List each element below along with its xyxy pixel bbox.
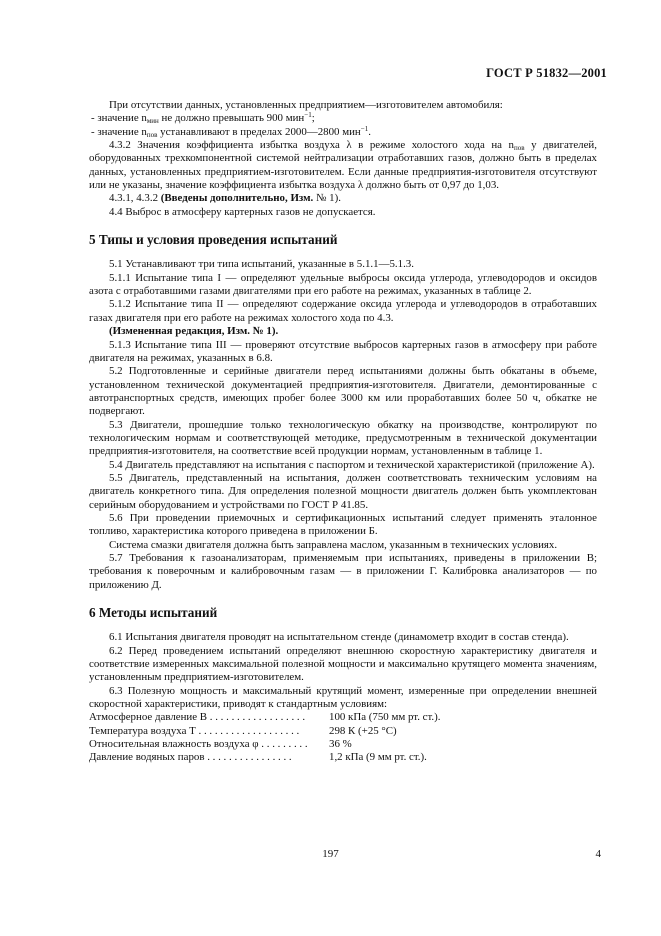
paragraph: 5.3 Двигатели, прошедшие только технологическую обкатку на производстве, контролируют по технологическим нормам и соответствующей методике, предусмотренным в технической документации предприятия-изготовителя, на соответствие всей продукции нормам, установленным в таблице 1. (89, 418, 597, 458)
paragraph: 5.1.2 Испытание типа II — определяют содержание оксида углерода и углеводородов в отработавших газах двигателя при его работе на режимах холостого хода по 4.3. (89, 298, 597, 324)
paragraph: 5.4 Двигатель представляют на испытания с паспортом и технической характеристикой (приложение А). (109, 458, 595, 471)
condition-label: Давление водяных паров . . . . . . . . . . . . . . . . (89, 751, 292, 764)
standard-conditions-list (89, 711, 597, 764)
paragraph: 5.6 При проведении приемочных и сертификационных испытаний следует применять эталонное топливо, характеристика которого приведена в приложении Б. (89, 511, 597, 538)
paragraph: 6.1 Испытания двигателя проводят на испытательном стенде (динамометр входит в состав стенда). (109, 631, 569, 644)
paragraph: 4.3.2 Значения коэффициента избытка воздуха λ в режиме холостого хода на $n_{пов}$ у двигателей, оборудованных трехкомпонентной системой нейтрализации отработавших газов, должно быть в пределах данных, установленных предприятием-изготовителем. Если данные предприятия-изготовителя отсутствуют или не указаны, значение коэффициента избытка воздуха λ должно быть от 0,97 до 1,03. (89, 139, 597, 192)
condition-label: Температура воздуха Т . . . . . . . . . . . . . . . . . . . (89, 724, 300, 737)
sheet-number: 4 (595, 848, 601, 860)
paragraph: 5.1 Устанавливают три типа испытаний, указанные в 5.1.1—5.1.3. (109, 258, 414, 271)
paragraph: При отсутствии данных, установленных предприятием—изготовителем автомобиля: (109, 99, 503, 111)
paragraph: 6.3 Полезную мощность и максимальный крутящий момент, измеренные при определении внешней скоростной характеристики, приводят к стандартным условиям: (89, 684, 597, 711)
section-5-heading: 5 Типы и условия проведения испытаний (89, 232, 338, 248)
condition-row (89, 725, 469, 738)
paragraph: 6.2 Перед проведением испытаний определяют внешнюю скоростную характеристику двигателя и соответствие измеренных максимальной полезной мощности и максимально крутящего момента значениям, установленным предприятием-изготовителем. (89, 644, 597, 684)
section-6-heading: 6 Методы испытаний (89, 605, 218, 621)
paragraph: 4.4 Выброс в атмосферу картерных газов не допускается. (109, 205, 376, 218)
condition-value: 36 % (329, 738, 352, 751)
paragraph: 5.1.1 Испытание типа I — определяют удельные выбросы оксида углерода, углеводородов и оксидов азота с отработавшими газами двигателями при его работе на режимах, указанных в таблице 2. (89, 271, 597, 298)
paragraph: Система смазки двигателя должна быть заправлена маслом, указанным в технических условиях. (109, 538, 558, 551)
paragraph: 5.5 Двигатель, представленный на испытания, должен соответствовать техническим условиям на двигатель конкретного типа. Для определения полезной мощности двигатель должен быть укомплектован серийным оборудованием и устройствами по ГОСТ Р 41.85. (89, 471, 597, 511)
condition-row (89, 711, 469, 724)
paragraph: 5.1.3 Испытание типа III — проверяют отсутствие выбросов картерных газов в атмосферу при работе двигателя на режимах, указанных в 6.8. (89, 338, 597, 364)
paragraph: 5.7 Требования к газоанализаторам, применяемым при испытаниях, приведены в приложении В; требования к поверочным и калибровочным газам — в приложении Г. Калибровка анализаторов — по приложению Д. (89, 552, 597, 591)
standard-code-header: ГОСТ Р 51832—2001 (486, 66, 607, 80)
condition-value: 298 К (+25 °С) (329, 724, 397, 737)
page-number: 197 (322, 848, 339, 860)
condition-row (89, 738, 469, 751)
paragraph: - значение $n_{пов}$ устанавливают в пределах 2000—2800 мин$^{-1}$. (91, 124, 371, 139)
section-5-body (89, 258, 597, 592)
condition-label: Атмосферное давление В . . . . . . . . . . . . . . . . . . (89, 711, 306, 724)
paragraph: - значение $n_{мин}$ не должно превышать 900 мин$^{-1}$; (91, 111, 315, 126)
top-block (89, 99, 597, 219)
paragraph: 4.3.1, 4.3.2 (Введены дополнительно, Изм. № 1). (109, 192, 341, 205)
condition-value: 1,2 кПа (9 мм рт. ст.). (329, 751, 427, 764)
paragraph: 5.2 Подготовленные и серийные двигатели перед испытаниями должны быть обкатаны в объеме, установленном технической документацией предприятия-изготовителя. Двигатели, демонтированные с автотранспортных средств, имеющих пробег более 3000 км или проработавших более 50 ч, обкатке не подвергают. (89, 365, 597, 418)
condition-row (89, 751, 469, 764)
condition-label: Относительная влажность воздуха φ . . . . . . . . . (89, 738, 308, 751)
paragraph: (Измененная редакция, Изм. № 1). (109, 325, 279, 338)
document-body (89, 99, 597, 765)
condition-value: 100 кПа (750 мм рт. ст.). (329, 711, 441, 724)
section-6-body (89, 631, 597, 711)
